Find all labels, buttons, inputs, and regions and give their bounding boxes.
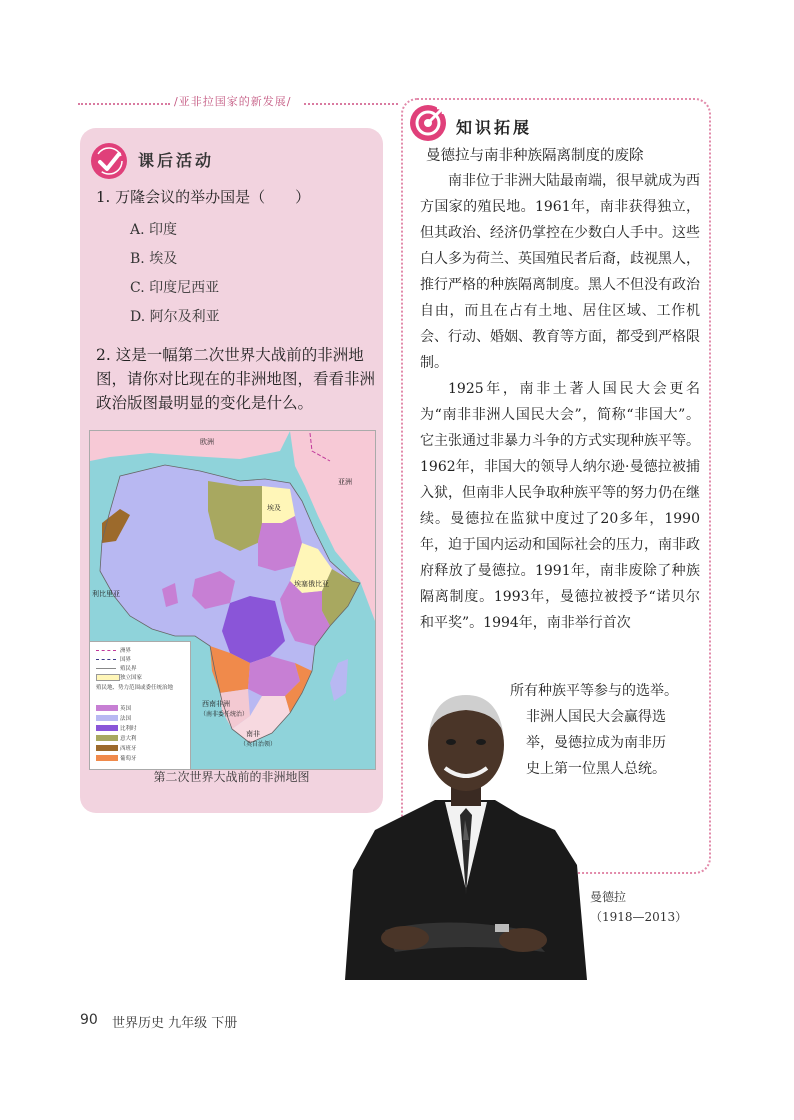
legend-belgium-label: 比利时 (120, 726, 137, 732)
legend-independent-swatch (96, 674, 120, 681)
legend-colonial-border-label: 殖民界 (120, 666, 137, 672)
map-label-ethiopia: 埃塞俄比亚 (294, 580, 329, 588)
knowledge-title: 知识拓展 (456, 118, 533, 137)
legend-continent-label: 洲界 (120, 648, 132, 654)
header-dots-left (78, 103, 170, 105)
legend-spain-label: 西班牙 (120, 746, 137, 752)
paragraph-1: 南非位于非洲大陆最南端，很早就成为西方国家的殖民地。1961年，南非获得独立，但其政治、经济仍掌控在少数白人手中。这些白人多为荷兰、英国殖民者后裔，歧视黑人，推行严格的种族隔离制度。黑人不但没有政治自由，而且在占有土地、居住区域、工作机会、行动、婚姻、教育等方面，都受到严格限制。 (420, 173, 700, 371)
knowledge-subtitle: 曼德拉与南非种族隔离制度的废除 (426, 148, 644, 164)
map-label-southwest-africa-note: （南非委任统治） (200, 711, 249, 718)
mandela-photo (345, 690, 587, 980)
question-1-options (130, 216, 220, 332)
africa-map (89, 430, 376, 770)
legend-france-swatch (96, 715, 118, 721)
photo-years: （1918—2013） (590, 910, 688, 924)
map-label-south-africa-note: （英自治领） (240, 741, 277, 748)
legend-belgium-swatch (96, 725, 118, 731)
activity-panel (80, 128, 383, 813)
option-a: A. 印度 (130, 222, 178, 238)
activity-title: 课后活动 (138, 151, 215, 170)
paragraph-2: 1925年，南非土著人国民大会更名为“南非非洲人国民大会”，简称“非国大”。它主张通过非暴力斗争的方式实现种族平等。1962年，非国大的领导人纳尔逊·曼德拉被捕入狱，但南非人民争取种族平等的努力仍在继续。曼德拉在监狱中度过了20多年，1990年，迫于国内运动和国际社会的压力，南非政府释放了曼德拉。1991年，南非废除了种族隔离制度。1993年，曼德拉被授予“诺贝尔和平奖”。1994年，南非举行首次 (420, 381, 700, 631)
knowledge-icon (409, 104, 447, 142)
question-1: 1. 万隆会议的举办国是（ ） (96, 188, 311, 206)
paragraph-tail-1: 所有种族平等参与的选举。 (510, 683, 678, 699)
paragraph-tail-4: 史上第一位黑人总统。 (526, 761, 666, 777)
legend-spain-swatch (96, 745, 118, 751)
knowledge-body (420, 168, 700, 636)
map-label-egypt: 埃及 (267, 504, 281, 512)
header-dots-right (304, 103, 398, 105)
book-title: 世界历史 九年级 下册 (112, 1016, 238, 1031)
option-c: C. 印度尼西亚 (130, 280, 220, 296)
legend-britain-swatch (96, 705, 118, 711)
photo-caption: 曼德拉 (590, 890, 627, 904)
option-b: B. 埃及 (130, 251, 178, 267)
legend-colonial-heading: 殖民地、势力范围或委任统治地 (96, 685, 174, 691)
legend-portugal-swatch (96, 755, 118, 761)
map-label-liberia: 利比里亚 (92, 590, 120, 598)
legend-italy-label: 意大利 (120, 736, 137, 742)
map-label-south-africa: 南非 (246, 730, 260, 738)
page-edge-strip (794, 0, 800, 1120)
legend-continent-line (96, 650, 116, 651)
legend-france-label: 法国 (120, 716, 132, 722)
section-title: /亚非拉国家的新发展/ (174, 95, 292, 108)
paragraph-tail-3: 举，曼德拉成为南非历 (526, 735, 666, 751)
map-caption: 第二次世界大战前的非洲地图 (153, 770, 310, 784)
option-d: D. 阿尔及利亚 (130, 309, 220, 325)
legend-britain-label: 英国 (120, 706, 132, 712)
map-legend (90, 641, 191, 770)
legend-border-label: 国界 (120, 657, 132, 663)
map-label-europe: 欧洲 (200, 438, 214, 446)
legend-colonial-line (96, 668, 116, 669)
running-header (78, 93, 398, 113)
page-number: 90 (80, 1012, 98, 1028)
legend-portugal-label: 葡萄牙 (120, 756, 137, 762)
map-label-southwest-africa: 西南非洲 (202, 700, 230, 708)
activity-icon (90, 142, 128, 180)
map-label-asia: 亚洲 (338, 478, 352, 486)
legend-border-line (96, 659, 116, 660)
question-2: 2. 这是一幅第二次世界大战前的非洲地图，请你对比现在的非洲地图，看看非洲政治版图最明显的变化是什么。 (96, 346, 376, 412)
legend-italy-swatch (96, 735, 118, 741)
paragraph-tail-2: 非洲人国民大会赢得选 (526, 709, 666, 725)
legend-independent-label: 独立国家 (120, 675, 143, 681)
